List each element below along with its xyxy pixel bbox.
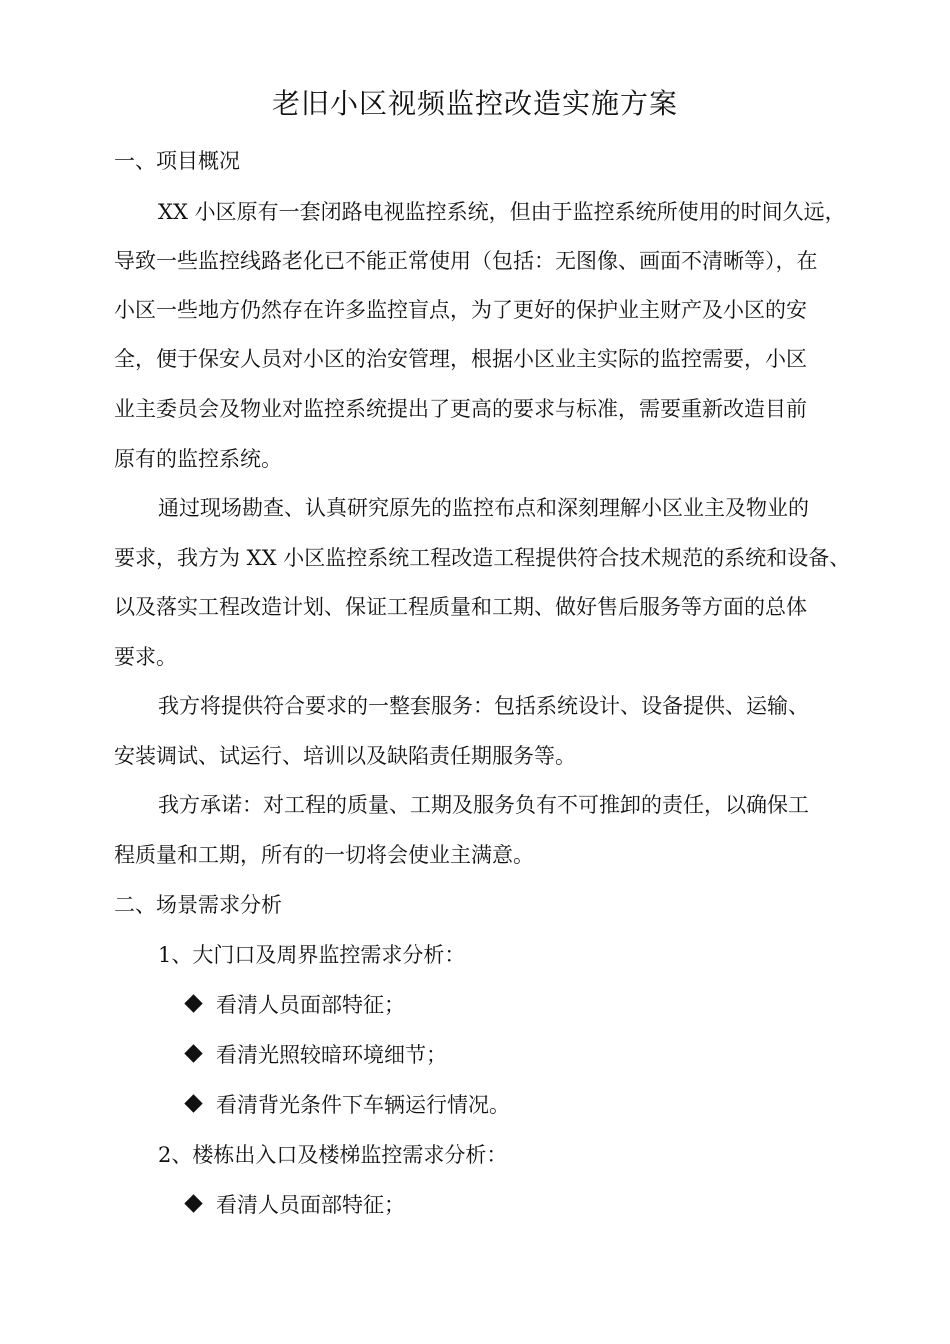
- paragraph-line: 导致一些监控线路老化已不能正常使用（包括：无图像、画面不清晰等），在: [114, 249, 818, 273]
- paragraph-line: 我方将提供符合要求的一整套服务：包括系统设计、设备提供、运输、: [158, 694, 809, 718]
- paragraph-line: 要求，我方为 XX 小区监控系统工程改造工程提供符合技术规范的系统和设备、: [114, 546, 851, 570]
- subsection-heading: 2、楼栋出入口及楼梯监控需求分析：: [158, 1143, 508, 1167]
- diamond-bullet-icon: [184, 1194, 202, 1212]
- paragraph-line: 原有的监控系统。: [114, 447, 282, 471]
- bullet-item: [184, 1190, 860, 1220]
- bullet-item: [184, 1040, 860, 1070]
- paragraph-line: 以及落实工程改造计划、保证工程质量和工期、做好售后服务等方面的总体: [114, 595, 807, 619]
- bullet-text: 看清光照较暗环境细节；: [216, 1043, 447, 1067]
- bullet-text: 看清人员面部特征；: [216, 993, 405, 1017]
- section-heading-analysis: 二、场景需求分析: [114, 893, 282, 917]
- diamond-bullet-icon: [184, 1044, 202, 1062]
- paragraph-line: 通过现场勘查、认真研究原先的监控布点和深刻理解小区业主及物业的: [158, 496, 809, 520]
- subsection-heading: 1、大门口及周界监控需求分析：: [158, 943, 466, 967]
- paragraph-line: XX 小区原有一套闭路电视监控系统，但由于监控系统所使用的时间久远，: [158, 200, 846, 224]
- bullet-item: [184, 1090, 860, 1120]
- paragraph-line: 程质量和工期，所有的一切将会使业主满意。: [114, 843, 534, 867]
- paragraph-line: 安装调试、试运行、培训以及缺陷责任期服务等。: [114, 744, 576, 768]
- paragraph-line: 全，便于保安人员对小区的治安管理，根据小区业主实际的监控需要，小区: [114, 347, 807, 371]
- document-title: 老旧小区视频监控改造实施方案: [271, 87, 678, 120]
- bullet-item: [184, 990, 860, 1020]
- paragraph-line: 我方承诺：对工程的质量、工期及服务负有不可推卸的责任，以确保工: [158, 793, 809, 817]
- section-heading-overview: 一、项目概况: [114, 149, 240, 173]
- diamond-bullet-icon: [184, 1094, 202, 1112]
- bullet-text: 看清人员面部特征；: [216, 1193, 405, 1217]
- diamond-bullet-icon: [184, 994, 202, 1012]
- bullet-text: 看清背光条件下车辆运行情况。: [216, 1093, 510, 1117]
- paragraph-line: 要求。: [114, 645, 177, 669]
- paragraph-line: 业主委员会及物业对监控系统提出了更高的要求与标准，需要重新改造目前: [114, 397, 807, 421]
- paragraph-line: 小区一些地方仍然存在许多监控盲点，为了更好的保护业主财产及小区的安: [114, 298, 807, 322]
